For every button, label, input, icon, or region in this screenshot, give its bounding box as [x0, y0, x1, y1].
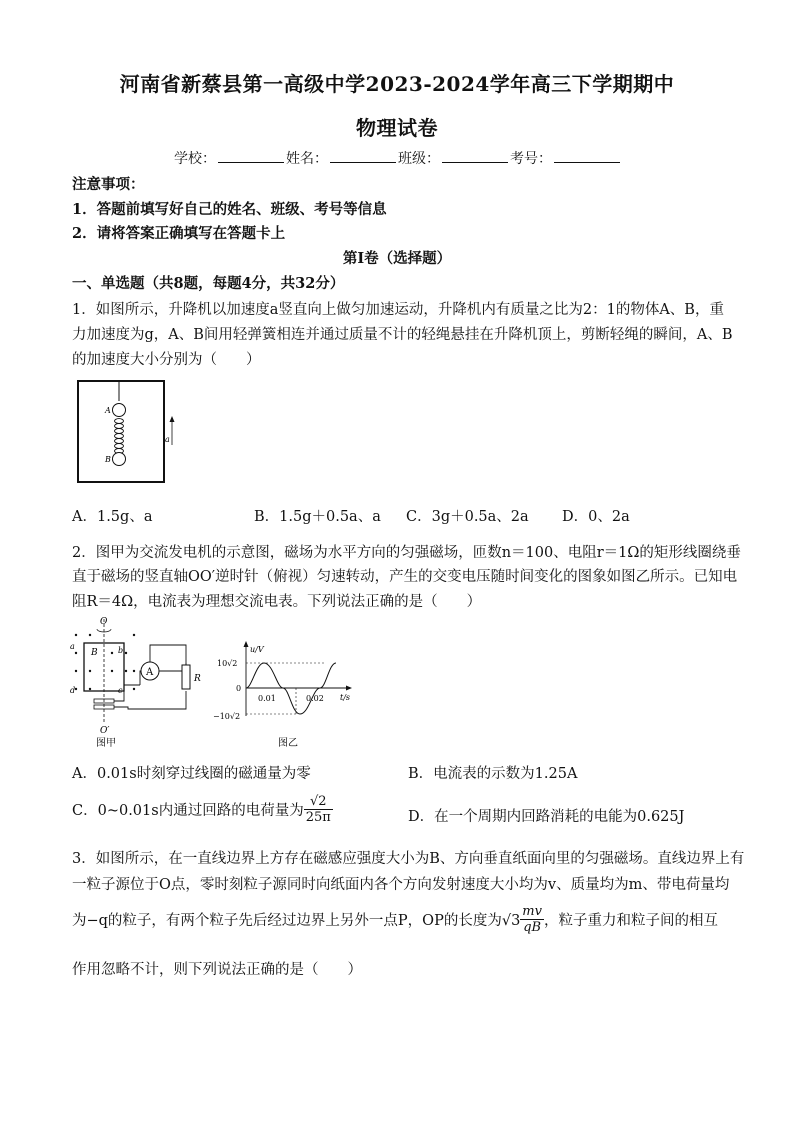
- label-c: c: [118, 686, 123, 695]
- accel-arrow-head: [170, 416, 175, 422]
- q1-elevator-figure: [72, 375, 192, 490]
- q1-option-c: C．3g＋0.5a、2a: [406, 509, 529, 525]
- q2-voltage-chart: [212, 640, 362, 750]
- exam-no-blank: [554, 150, 620, 163]
- q3-line-1: 3．如图所示，在一直线边界上方存在磁感应强度大小为B、方向垂直纸面向里的匀强磁场。直线边界上有: [72, 851, 745, 867]
- q2-option-c: [72, 794, 333, 825]
- resistor-label: R: [194, 674, 201, 684]
- volume-title: 第Ⅰ卷（选择题）: [342, 250, 452, 267]
- q2-line-3: 阻R＝4Ω，电流表为理想交流电表。下列说法正确的是（ ）: [72, 594, 482, 610]
- resistor: [182, 665, 190, 689]
- q3-fraction: [520, 904, 544, 935]
- exam-subtitle: 物理试卷: [356, 116, 438, 140]
- label-field-b: B: [91, 648, 98, 658]
- q2-generator-figure: [68, 615, 208, 750]
- q3-line-3-suffix: ，粒子重力和粒子间的相互: [543, 913, 718, 929]
- exam-title: 河南省新蔡县第一高级中学2023-2024学年高三下学期期中: [119, 72, 675, 96]
- q2-option-c-text: C．0~0.01s内通过回路的电荷量为: [72, 803, 304, 819]
- label-o-prime: O′: [100, 726, 110, 736]
- q2-option-d: D．在一个周期内回路消耗的电能为0.625J: [408, 809, 685, 825]
- sine-curve: [246, 663, 336, 714]
- q3-line-2: 一粒子源位于O点，零时刻粒子源同时向纸面内各个方向发射速度大小均为v、质量均为m、带电荷量均: [72, 877, 730, 893]
- x-axis-label: t/s: [340, 693, 351, 702]
- notes-heading: 注意事项：: [72, 176, 145, 193]
- ammeter-label: A: [146, 667, 154, 678]
- fraction-numerator: √2: [304, 794, 333, 810]
- ball-a: [113, 404, 126, 417]
- elevator-box: [78, 381, 164, 482]
- fraction-denominator: 25π: [305, 810, 331, 825]
- q2-option-c-fraction: [304, 794, 333, 825]
- exam-no-label: 考号：: [510, 151, 552, 167]
- school-blank: [218, 150, 284, 163]
- school-label: 学校：: [174, 151, 216, 167]
- label-b: B: [105, 455, 111, 464]
- fraction-numerator: mv: [522, 904, 542, 919]
- class-blank: [442, 150, 508, 163]
- fig1-caption: 图甲: [96, 738, 116, 749]
- q1-option-b: B．1.5g＋0.5a、a: [254, 509, 381, 525]
- q3-line-3: [72, 904, 718, 935]
- q1-option-d: D．0、2a: [562, 509, 630, 525]
- q1-line-3: 的加速度大小分别为（ ）: [72, 352, 261, 368]
- wire-lower: [114, 691, 186, 709]
- notes-item-1: 1．答题前填写好自己的姓名、班级、考号等信息: [72, 201, 387, 218]
- section-title: 一、单选题（共8题，每题4分，共32分）: [72, 275, 345, 292]
- spring: [115, 419, 124, 454]
- label-d: d: [70, 686, 76, 695]
- label-accel: a: [165, 435, 170, 444]
- label-a: a: [70, 642, 75, 651]
- q2-line-2: 直于磁场的竖直轴OO′逆时针（俯视）匀速转动，产生的交变电压随时间变化的图象如图乙所示。已知电: [72, 569, 738, 585]
- q2-line-1: 2．图甲为交流发电机的示意图，磁场为水平方向的匀强磁场，匝数n＝100、电阻r＝1Ω的矩形线圈绕垂: [72, 545, 741, 561]
- fig2-caption: 图乙: [278, 738, 298, 749]
- label-a: A: [105, 406, 111, 415]
- name-label: 姓名：: [286, 151, 328, 167]
- q1-line-1: 1．如图所示，升降机以加速度a竖直向上做匀加速运动，升降机内有质量之比为2：1的物体A、B，重: [72, 302, 724, 318]
- fraction-denominator: qB: [523, 920, 542, 935]
- q1-line-2: 力加速度为g，A、B间用轻弹簧相连并通过质量不计的轻绳悬挂在升降机顶上，剪断轻绳的瞬间，A、B: [72, 327, 733, 343]
- q3-line-4: 作用忽略不计，则下列说法正确的是（ ）: [72, 962, 362, 978]
- q2-option-a: A．0.01s时刻穿过线圈的磁通量为零: [72, 766, 311, 782]
- info-line: [174, 148, 622, 168]
- name-blank: [330, 150, 396, 163]
- y-tick-top: 10√2: [217, 659, 238, 668]
- ball-b: [113, 453, 126, 466]
- label-o: O: [100, 617, 108, 627]
- q3-line-3-text: 为−q的粒子，有两个粒子先后经过边界上另外一点P，OP的长度为√3: [72, 913, 521, 929]
- class-label: 班级：: [398, 151, 440, 167]
- x-tick-2: 0.02: [306, 694, 324, 703]
- y-tick-zero: 0: [236, 684, 242, 693]
- q1-option-a: A．1.5g、a: [72, 509, 153, 525]
- label-b: b: [118, 646, 124, 655]
- x-tick-1: 0.01: [258, 694, 276, 703]
- q2-option-b: B．电流表的示数为1.25A: [408, 766, 578, 782]
- y-tick-bottom: −10√2: [213, 712, 241, 721]
- notes-item-2: 2．请将答案正确填写在答题卡上: [72, 225, 286, 242]
- y-axis-label: u/V: [250, 645, 264, 654]
